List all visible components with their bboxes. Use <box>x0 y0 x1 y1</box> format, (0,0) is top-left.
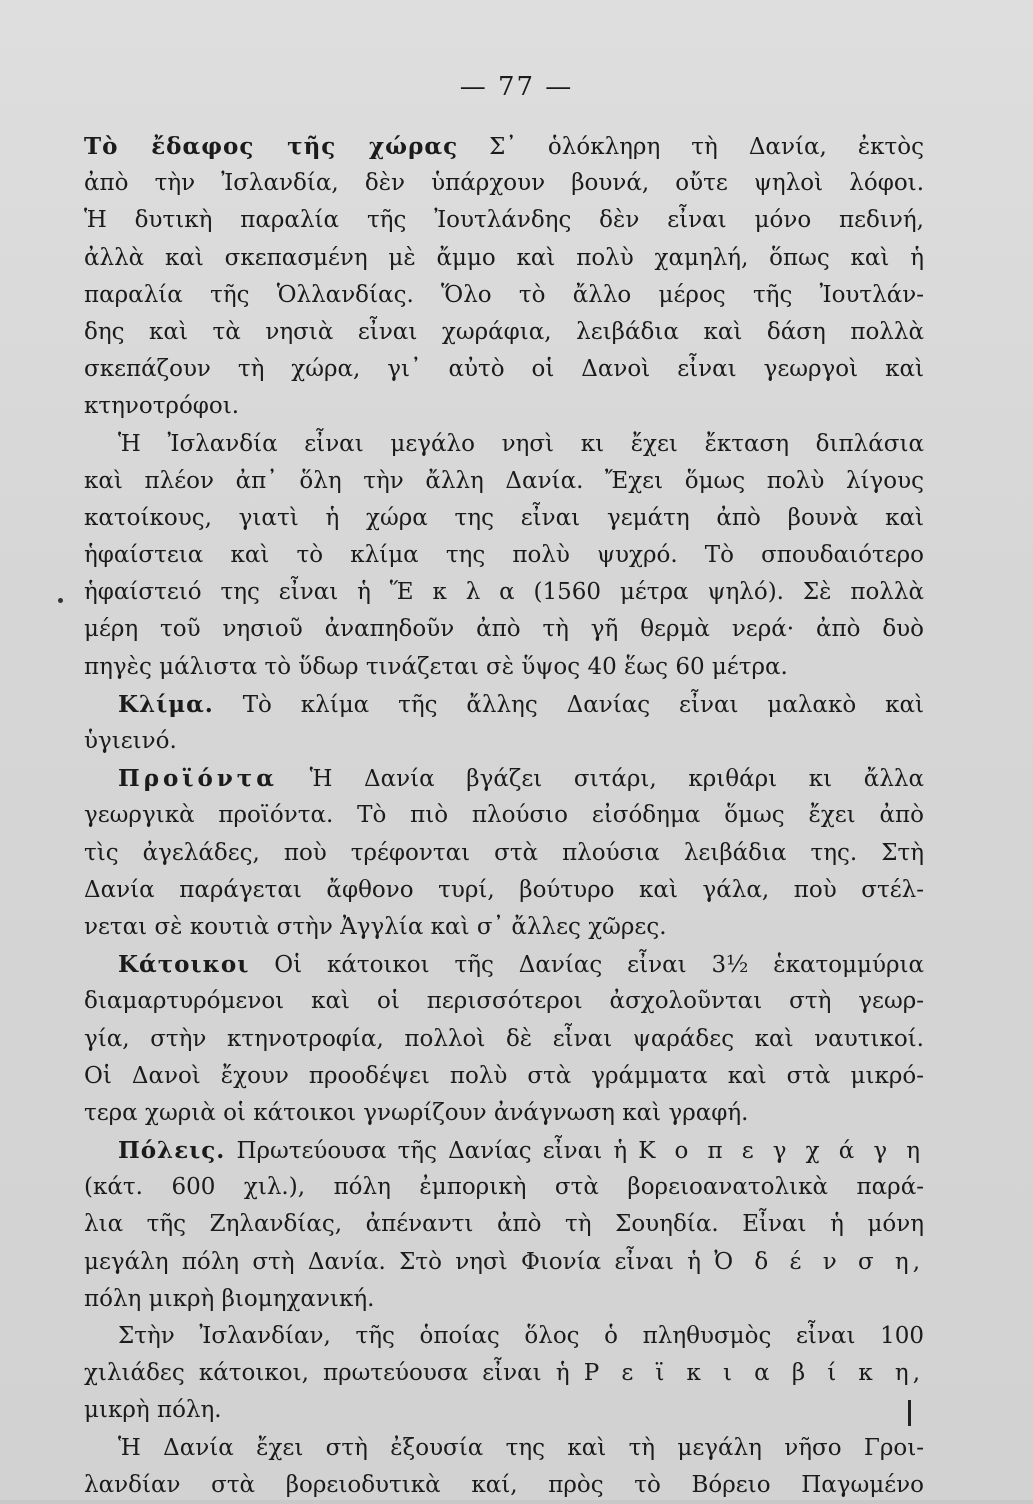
text-line: Ἡ δυτικὴ παραλία τῆς Ἰουτλάνδης δὲν εἶναι μόνο πεδινή, <box>84 207 924 234</box>
text-line: μεγάλη πόλη στὴ Δανία. Στὸ νησὶ Φιονία εἶναι ἡ Ὀ δ έ ν σ η, <box>84 1248 925 1275</box>
ink-speck <box>58 598 63 603</box>
text-line: καὶ πλέον ἀπ᾽ ὅλη τὴν ἄλλη Δανία. Ἔχει ὅμως πολὺ λίγους <box>84 467 924 494</box>
text-line: τὶς ἀγελάδες, ποὺ τρέφονται στὰ πλούσια λειβάδια της. Στὴ <box>84 839 924 866</box>
section-heading: Τὸ ἔδαφος τῆς χώρας <box>84 133 459 160</box>
margin-mark <box>908 1400 911 1426</box>
text-line: πόλη μικρὴ βιομηχανική. <box>84 1285 375 1312</box>
text-line: γεωργικὰ προϊόντα. Τὸ πιὸ πλούσιο εἰσόδημα ὅμως ἔχει ἀπὸ <box>84 802 924 829</box>
text-line: ἀλλὰ καὶ σκεπασμένη μὲ ἄμμο καὶ πολὺ χαμηλή, ὅπως καὶ ἡ <box>84 244 924 271</box>
text-line: Οἱ Δανοὶ ἔχουν προοδέψει πολὺ στὰ γράμματα καὶ στὰ μικρό- <box>84 1062 924 1089</box>
text-line: νεται σὲ κουτιὰ στὴν Ἀγγλία καὶ σ᾽ ἄλλες χῶρες. <box>84 913 667 940</box>
text-line: γία, στὴν κτηνοτροφία, πολλοὶ δὲ εἶναι ψαράδες καὶ ναυτικοί. <box>84 1025 924 1052</box>
text-line: μέρη τοῦ νησιοῦ ἀναπηδοῦν ἀπὸ τὴ γῆ θερμὰ νερά· ἀπὸ δυὸ <box>84 616 924 643</box>
section-heading: Προϊόντα <box>118 765 278 793</box>
text-line: ἡφαίστειό της εἶναι ἡ Ἕ κ λ α (1560 μέτρα ψηλό). Σὲ πολλὰ <box>84 579 924 606</box>
text-line: Προϊόντα Ἡ Δανία βγάζει σιτάρι, κριθάρι κι ἄλλα <box>118 765 925 793</box>
city-name: Ρ ε ϊ κ ι α β ί κ η, <box>583 1360 925 1387</box>
text-line: παραλία τῆς Ὁλλανδίας. Ὅλο τὸ ἄλλο μέρος τῆς Ἰουτλάν- <box>84 281 924 308</box>
city-name: Κ ο π ε γ χ ά γ η <box>638 1138 925 1165</box>
text-line: μικρὴ πόλη. <box>84 1397 222 1424</box>
text-line: ἡφαίστεια καὶ τὸ κλίμα της πολὺ ψυχρό. Τὸ σπουδαιότερο <box>84 542 924 569</box>
section-heading: Κλίμα. <box>118 690 214 718</box>
city-name: Ὀ δ έ ν σ η, <box>714 1248 925 1275</box>
text-line: ἀπὸ τὴν Ἰσλανδία, δὲν ὑπάρχουν βουνά, οὔτε ψηλοὶ λόφοι. <box>84 170 924 197</box>
text-line: Ἡ Ἰσλανδία εἶναι μεγάλο νησὶ κι ἔχει ἔκταση διπλάσια <box>118 430 924 457</box>
text-line: τερα χωριὰ οἱ κάτοικοι γνωρίζουν ἀνάγνωση καὶ γραφή. <box>84 1099 749 1126</box>
text-line: ὑγιεινό. <box>84 728 177 754</box>
page-number: — 77 — <box>459 72 574 102</box>
text-line: διαμαρτυρόμενοι καὶ οἱ περισσότεροι ἀσχολοῦνται στὴ γεωρ- <box>84 988 924 1015</box>
body-text <box>84 128 924 1504</box>
text-line: (κάτ. 600 χιλ.), πόλη ἐμπορικὴ στὰ βορειοανατολικὰ παρά- <box>84 1174 924 1201</box>
text-line: δης καὶ τὰ νησιὰ εἶναι χωράφια, λειβάδια καὶ δάση πολλὰ <box>84 318 924 345</box>
text-line: Τὸ ἔδαφος τῆς χώρας Σ᾽ ὁλόκληρη τὴ Δανία, ἐκτὸς <box>84 133 925 160</box>
text-line: Δανία παράγεται ἄφθονο τυρί, βούτυρο καὶ γάλα, ποὺ στέλ- <box>84 876 924 903</box>
text-line: λια τῆς Ζηλανδίας, ἀπέναντι ἀπὸ τὴ Σουηδία. Εἶναι ἡ μόνη <box>84 1211 924 1238</box>
text-line: Πόλεις. Πρωτεύουσα τῆς Δανίας εἶναι ἡ Κ ο π ε γ χ ά γ η <box>118 1137 925 1165</box>
text-line: Κλίμα. Τὸ κλίμα τῆς ἄλλης Δανίας εἶναι μαλακὸ καὶ <box>118 690 924 718</box>
section-heading: Πόλεις. <box>118 1137 226 1165</box>
text-line: Κάτοικοι Οἱ κάτοικοι τῆς Δανίας εἶναι 3½ ἑκατομμύρια <box>118 951 925 979</box>
text-line: πηγὲς μάλιστα τὸ ὕδωρ τινάζεται σὲ ὕψος 40 ἕως 60 μέτρα. <box>84 653 788 680</box>
text-line: κατοίκους, γιατὶ ἡ χώρα της εἶναι γεμάτη ἀπὸ βουνὰ καὶ <box>84 504 924 531</box>
text-line: χιλιάδες κάτοικοι, πρωτεύουσα εἶναι ἡ Ρ ε ϊ κ ι α β ί κ η, <box>84 1360 925 1387</box>
text-line: Στὴν Ἰσλανδίαν, τῆς ὁποίας ὅλος ὁ πληθυσμὸς εἶναι 100 <box>118 1323 924 1349</box>
text-line: κτηνοτρόφοι. <box>84 393 240 420</box>
text-line: λανδίαν στὰ βορειοδυτικὰ καί, πρὸς τὸ Βόρειο Παγωμένο <box>84 1471 924 1498</box>
text-line: σκεπάζουν τὴ χώρα, γι᾽ αὐτὸ οἱ Δανοὶ εἶναι γεωργοὶ καὶ <box>84 356 924 383</box>
text-line: Ἡ Δανία ἔχει στὴ ἐξουσία της καὶ τὴ μεγάλη νῆσο Γροι- <box>118 1434 924 1461</box>
section-heading: Κάτοικοι <box>118 951 250 979</box>
